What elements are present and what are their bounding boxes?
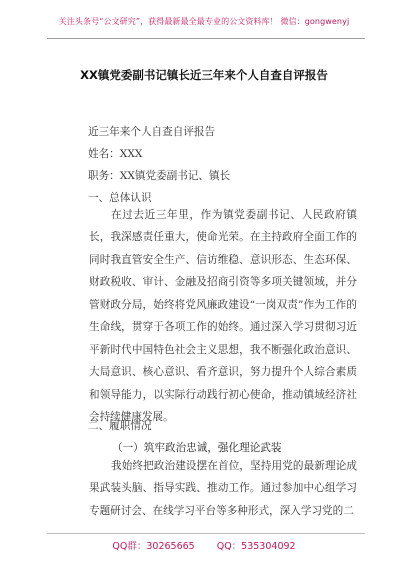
document-title: XX镇党委副书记镇长近三年来个人自查自评报告 xyxy=(80,68,328,82)
section-1-paragraph: 在过去近三年里，作为镇党委副书记、人民政府镇长，我深感责任重大，使命光荣。在主持政府全面工作的同时我直管安全生产、信访维稳、意识形态、生态环保、财政税收、审计、金融及招商引资等多项关键领域，并分管财政分局，始终将党风廉政建设“一岗双责”作为工作的生命线，贯穿于各项工作的始终。通过深入学习贯彻习近平新时代中国特色社会主义思想，我不断强化政治意识、大局意识、核心意识、看齐意识，努力提升个人综合素质和领导能力，以实际行动践行初心使命，推动镇域经济社会持续健康发展。 xyxy=(89,209,357,424)
footer-qq-group: QQ群：30265665 xyxy=(112,541,195,552)
header-divider xyxy=(47,38,365,39)
footer-qq: QQ：535304092 xyxy=(216,541,296,552)
footer-divider xyxy=(47,533,365,534)
subsection-1-paragraph: 我始终把政治建设摆在首位，坚持用党的最新理论成果武装头脑、指导实践、推动工作。通过参加中心组学习专题研讨会、在线学习平台等多种形式，深入学习党的二 xyxy=(89,460,357,517)
document-subtitle: 近三年来个人自查自评报告 xyxy=(88,126,216,138)
section-1-heading: 一、总体认识 xyxy=(88,192,152,204)
footer-contact xyxy=(0,538,408,552)
subsection-1-heading: （一）筑牢政治忠诚，强化理论武装 xyxy=(112,442,282,454)
position-line: 职务：XX镇党委副书记、镇长 xyxy=(88,170,231,182)
section-2-heading: 二、履职情况 xyxy=(88,420,152,432)
header-banner: 关注头条号“公文研究”，获得最新最全最专业的公文资料库！ 微信：gongwenyj xyxy=(58,17,350,26)
name-line: 姓名：XXX xyxy=(88,148,143,160)
